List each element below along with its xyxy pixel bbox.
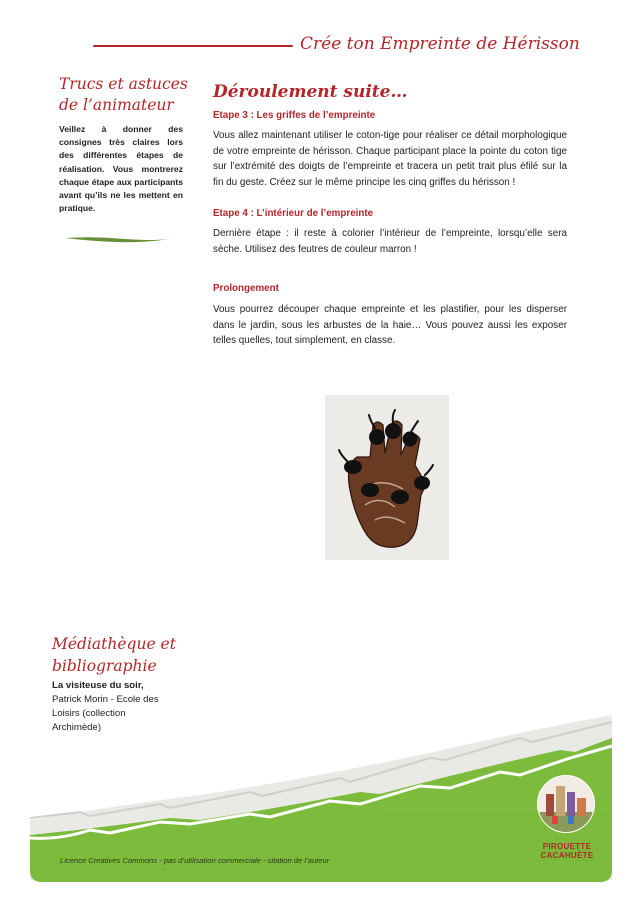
book-title: La visiteuse du soir, xyxy=(52,680,144,691)
license-text: Licence Creatives Commons - pas d’utilisation commerciale - citation de l’auteur xyxy=(60,856,330,865)
page-title: Crée ton Empreinte de Hérisson xyxy=(300,34,580,54)
brand-line2: CACAHUÈTE xyxy=(540,851,594,860)
brand-line1: PIROUETTE xyxy=(542,842,592,851)
prolong-heading: Prolongement xyxy=(213,283,279,294)
brand-name xyxy=(538,842,596,860)
step3-text: Vous allez maintenant utiliser le coton-tige pour réaliser ce détail morphologique de votre empreinte de hérisson. Chaque participant place la pointe du coton tige sur l’extrémité des doigts de l’empreinte et tracera un petit trait plus éfilé sur la fin du geste. Créez sur le même principe les cinq griffes du hérisson ! xyxy=(213,130,567,189)
tips-text: Veillez à donner des consignes très claires lors des différentes étapes de réalisation. Vous montrerez chaque étape aux participants avant qu’ils ne les mettent en pratique. xyxy=(59,124,183,214)
prolong-text: Vous pourrez découper chaque empreinte et les plastifier, pour les disperser dans le jardin, sous les arbustes de la haie… Vous pouvez aussi les exposer telles quelles, tout simplement, en classe. xyxy=(213,304,567,347)
media-heading: Médiathèque et bibliographie xyxy=(52,635,176,675)
footprint-photo xyxy=(325,395,449,560)
book-details: Patrick Morin - Ecole des Loisirs (collection Archimède) xyxy=(52,694,159,733)
brush-divider xyxy=(65,235,169,243)
header-rule xyxy=(93,45,293,47)
pirouette-logo xyxy=(537,775,595,833)
step4-text: Dernière étape : il reste à colorier l’intérieur de l’empreinte, lorsqu’elle sera sèche. Utilisez des feutres de couleur marron ! xyxy=(213,228,567,255)
section-title: Déroulement suite… xyxy=(213,82,408,102)
step4-heading: Etape 4 : L’intérieur de l’empreinte xyxy=(213,208,374,219)
step3-heading: Etape 3 : Les griffes de l’empreinte xyxy=(213,110,376,121)
tips-heading: Trucs et astuces de l’animateur xyxy=(59,75,188,114)
